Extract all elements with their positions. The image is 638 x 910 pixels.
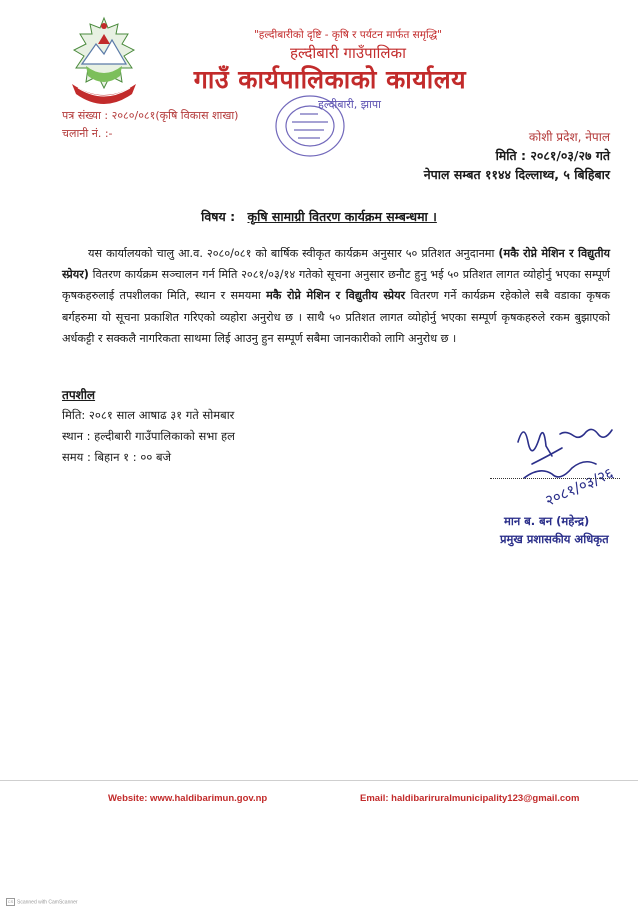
body-bold-2: मकै रोप्ने मेशिन र विद्युतीय स्प्रेयर: [266, 289, 406, 303]
office-stamp: [262, 82, 382, 164]
subject-text: कृषि सामाग्री वितरण कार्यक्रम सम्बन्धमा ।: [247, 209, 437, 224]
nepal-sambat-date: नेपाल सम्बत ११४४ दिल्लाथ्व, ५ बिहिबार: [423, 167, 610, 182]
province-address: कोशी प्रदेश, नेपाल: [528, 130, 610, 144]
details-date: मिति: २०८१ साल आषाढ ३१ गते सोमबार: [62, 408, 235, 422]
details-heading: तपशील: [62, 388, 96, 402]
handwritten-signature: [488, 412, 624, 510]
reference-number: पत्र संख्या : २०८०/०८१(कृषि विकास शाखा): [62, 109, 239, 122]
signatory-name: मान ब. बन (महेन्द्र): [504, 514, 590, 528]
body-text-1: यस कार्यालयको चालु आ.व. २०८०/०८१ को बार्षिक स्वीकृत कार्यक्रम अनुसार ५० प्रतिशत अनुदानमा: [88, 247, 499, 260]
details-place: स्थान : हल्दीबारी गाउँपालिकाको सभा हल: [62, 429, 235, 443]
municipality-name: हल्दीबारी गाउँपालिका: [290, 44, 406, 62]
camscanner-icon: CS: [7, 899, 14, 904]
body-text-2: वितरण कार्यक्रम सञ्चालन गर्न मिति २०८१/०३/१४ गतेको सूचना अनुसार छनौट हुनु भई ५० प्रतिशत लागत व्योहोर्नु भएका सम्पूर्ण कृषकहरुलाई तपशीलका मिति, स्थान र समयमा: [62, 268, 610, 303]
footer-website: Website: www.haldibarimun.gov.np: [108, 793, 268, 804]
subject-label: विषय :: [201, 209, 236, 224]
footer-email: Email: haldibariruralmunicipality123@gmail.com: [360, 793, 580, 804]
dispatch-number: चलानी नं. :-: [62, 127, 113, 140]
body-text-3: वितरण गर्ने कार्यक्रम रहेकोले सबै वडाका कृषक बर्गहरुमा यो सूचना प्रकाशित गरिएको व्यहोरा अनुरोध छ । साथै ५० प्रतिशत लागत व्योहोर्नु भएका सम्पूर्ण कृषकहरुले रकम बुझाएको अर्धकट्टी र सक्कलै नागरिकता साथमा लिई आउनु हुन सम्पूर्ण सबैमा जानकारीको लागि अनुरोध छ ।: [62, 289, 610, 345]
nepal-emblem-logo: [58, 14, 150, 114]
signature-date: २०८१/०३/२६: [542, 463, 616, 510]
body-bold-1: (मकै रोप्ने मेशिन र विद्युतीय स्प्रेयर): [62, 247, 610, 282]
scanner-text: Scanned with CamScanner: [17, 899, 78, 906]
signatory-title: प्रमुख प्रशासकीय अधिकृत: [500, 532, 609, 546]
footer-divider: [0, 780, 638, 781]
signature-line: [490, 478, 620, 479]
details-time: समय : बिहान १ : ०० बजे: [62, 450, 172, 464]
office-title: गाउँ कार्यपालिकाको कार्यालय: [193, 65, 467, 94]
subject-line: [0, 208, 638, 225]
letter-body: [62, 243, 610, 349]
scanner-watermark: [6, 898, 78, 906]
letter-date: मिति : २०८१/०३/२७ गते: [495, 148, 610, 163]
municipality-motto: "हल्दीबारीको दृष्टि - कृषि र पर्यटन मार्फत समृद्धि": [253, 29, 443, 41]
stamp-text: हल्दीबारी, झापा: [318, 98, 382, 111]
